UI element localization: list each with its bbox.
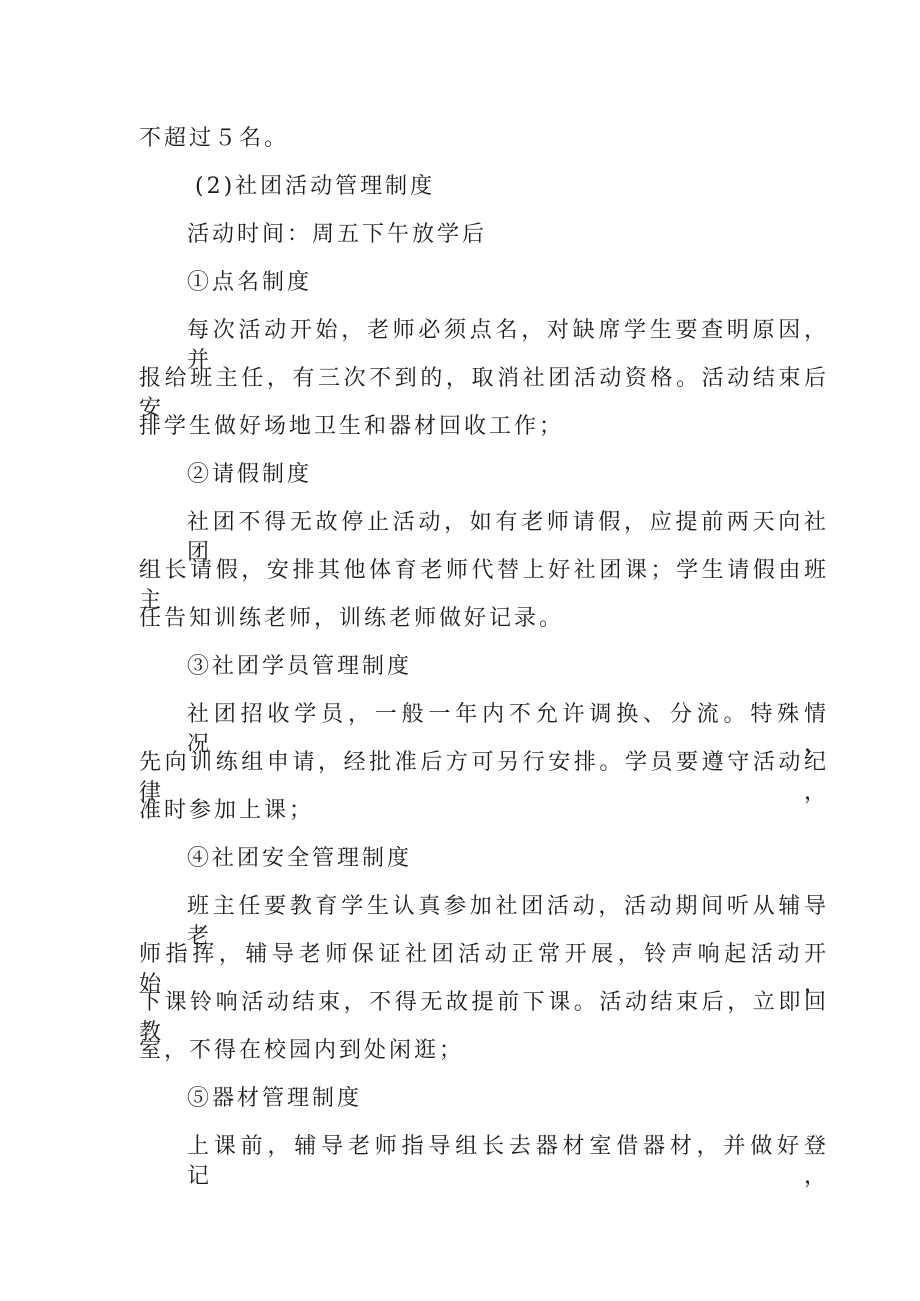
- subsection-heading: ②请假制度: [187, 462, 313, 487]
- paragraph-line: 准时参加上课；: [139, 798, 315, 823]
- subsection-heading: ⑤器材管理制度: [187, 1086, 363, 1111]
- text-line: 活动时间：周五下午放学后: [187, 222, 488, 247]
- paragraph-line: 上课前，辅导老师指导组长去器材室借器材，并做好登记，: [187, 1134, 829, 1189]
- paragraph-line: 师指挥，辅导老师保证社团活动正常开展，铃声响起活动开始，: [139, 942, 829, 997]
- paragraph-line: 社团招收学员，一般一年内不允许调换、分流。特殊情况，: [187, 702, 829, 757]
- paragraph-line: 组长请假，安排其他体育老师代替上好社团课；学生请假由班主: [139, 558, 829, 613]
- paragraph-line: 先向训练组申请，经批准后方可另行安排。学员要遵守活动纪律，: [139, 750, 829, 805]
- paragraph-line: 下课铃响活动结束，不得无故提前下课。活动结束后，立即回教: [139, 990, 829, 1045]
- paragraph-line: 室，不得在校园内到处闲逛；: [139, 1038, 465, 1063]
- paragraph-line: 班主任要教育学生认真参加社团活动，活动期间听从辅导老: [187, 894, 829, 949]
- paragraph-line: 报给班主任，有三次不到的，取消社团活动资格。活动结束后安: [139, 366, 829, 421]
- paragraph-line: 任告知训练老师，训练老师做好记录。: [139, 606, 565, 631]
- paragraph-line: 社团不得无故停止活动，如有老师请假，应提前两天向社团: [187, 510, 829, 565]
- subsection-heading: ③社团学员管理制度: [187, 654, 413, 679]
- subsection-heading: ④社团安全管理制度: [187, 846, 413, 871]
- text-line: 不超过５名。: [139, 126, 290, 151]
- paragraph-line: 每次活动开始，老师必须点名，对缺席学生要查明原因，并: [187, 318, 829, 373]
- paragraph-line: 排学生做好场地卫生和器材回收工作；: [139, 414, 565, 439]
- section-heading: (2)社团活动管理制度: [195, 174, 436, 199]
- subsection-heading: ①点名制度: [187, 270, 313, 295]
